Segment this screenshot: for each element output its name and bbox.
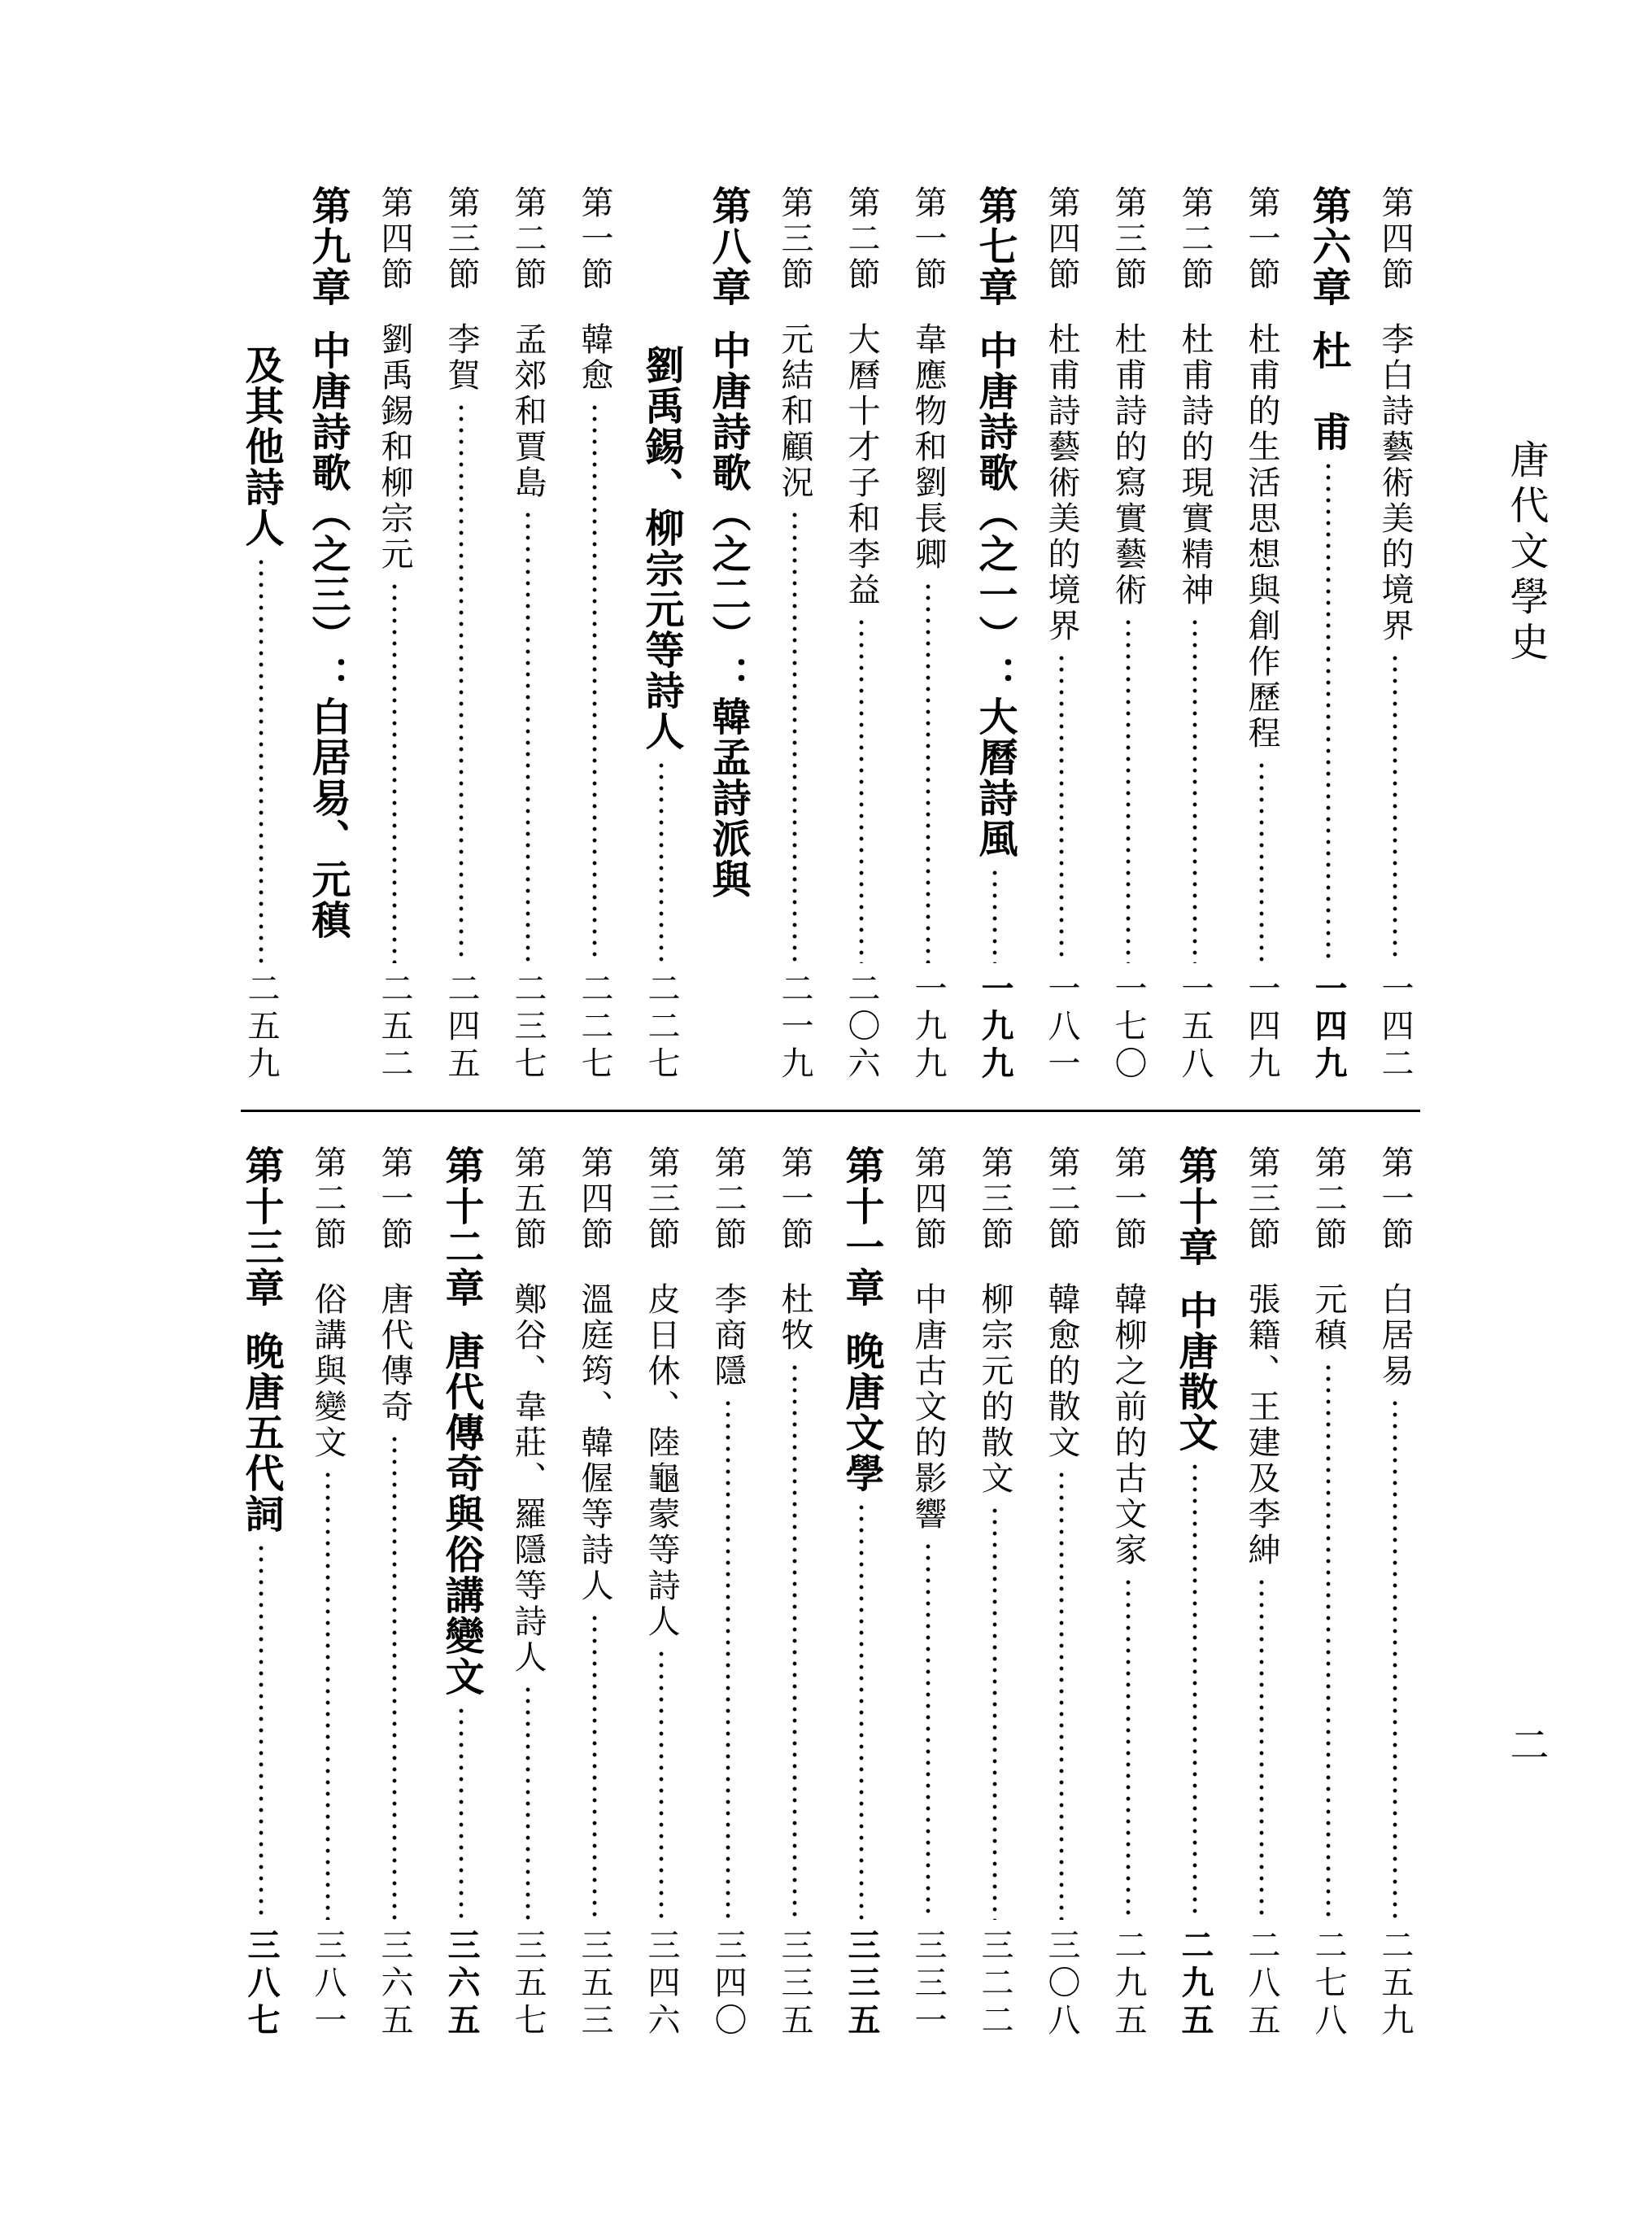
- entry-page-number: 三四六: [643, 1928, 680, 2040]
- entry-label: 第十章: [1172, 1145, 1218, 1267]
- toc-section-entry: [361, 1145, 428, 2040]
- leader-dots: [1126, 617, 1131, 963]
- toc-section-entry: [361, 185, 428, 1084]
- entry-title: 晚唐五代詞: [238, 1331, 284, 1534]
- entry-label: 第三節: [776, 185, 813, 293]
- leader-dots: [1393, 1398, 1397, 1920]
- leader-dots: [1059, 1469, 1064, 1920]
- entry-title: 柳宗元的散文: [976, 1282, 1013, 1497]
- entry-page-number: 二三七: [509, 971, 547, 1084]
- leader-dots: [1326, 1362, 1331, 1920]
- toc-section-entry: [495, 1145, 561, 2040]
- leader-dots: [926, 581, 931, 963]
- entry-page-number: 二一九: [776, 971, 813, 1084]
- leader-dots: [592, 1612, 597, 1920]
- entry-label: 第十二章: [438, 1145, 484, 1308]
- entry-label: 第二節: [1310, 1145, 1347, 1253]
- entry-page-number: 一五八: [1176, 971, 1214, 1084]
- entry-title: 中唐詩歌（之三）：白居易、元稹: [305, 330, 351, 940]
- toc-section-entry: [1028, 1145, 1095, 2040]
- entry-title: 李商隱: [709, 1282, 747, 1389]
- entry-title: 鄭谷、韋莊、羅隱等詩人: [509, 1282, 547, 1676]
- leader-dots: [392, 1433, 397, 1920]
- leader-dots: [1259, 760, 1264, 963]
- entry-label: 第三節: [442, 185, 480, 293]
- toc-section-entry: [1295, 1145, 1362, 2040]
- leader-dots: [259, 1542, 264, 1920]
- toc-section-entry: [561, 185, 628, 1084]
- entry-title: 中唐散文: [1172, 1290, 1218, 1453]
- entry-title: 韓愈的散文: [1043, 1282, 1080, 1461]
- toc-chapter-entry: [828, 1145, 895, 2040]
- entry-page-number: 三六五: [442, 1928, 481, 2040]
- entry-label: 第四節: [909, 1145, 947, 1253]
- toc-section-entry: [628, 1145, 695, 2040]
- entry-label: 第一節: [776, 1145, 813, 1253]
- leader-dots: [726, 1398, 730, 1920]
- entry-page-number: 三四〇: [709, 1928, 747, 2040]
- entry-page-number: 一八一: [1043, 971, 1080, 1084]
- entry-label: 第十三章: [238, 1145, 284, 1308]
- entry-page-number: 三三五: [776, 1928, 813, 2040]
- entry-page-number: 一九九: [909, 971, 947, 1084]
- entry-title: 李白詩藝術美的境界: [1376, 322, 1414, 644]
- toc-section-entry: [428, 185, 495, 1084]
- toc-section-entry: [1228, 185, 1295, 1084]
- entry-page-number: 二五九: [242, 971, 280, 1084]
- entry-title: 中唐詩歌（之二）：韓孟詩派與: [705, 330, 751, 900]
- toc-chapter-entry: [1295, 185, 1362, 1084]
- toc-section-entry: [1362, 185, 1428, 1084]
- entry-title: 元稹: [1310, 1282, 1347, 1354]
- entry-page-number: 三三一: [909, 1928, 947, 2040]
- entry-page-number: 二八五: [1243, 1928, 1280, 2040]
- toc-section-entry: [1228, 1145, 1295, 2040]
- entry-label: 第二節: [1176, 185, 1214, 293]
- entry-label: 第四節: [376, 185, 413, 293]
- entry-label: 第八章: [705, 185, 751, 308]
- entry-page-number: 三八一: [309, 1928, 347, 2040]
- entry-page-number: 一四二: [1376, 971, 1414, 1084]
- entry-page-number: 一四九: [1310, 971, 1348, 1084]
- toc-section-entry: [1095, 185, 1162, 1084]
- entry-page-number: 三五三: [576, 1928, 613, 2040]
- entry-label: 第三節: [1109, 185, 1147, 293]
- entry-title: 杜甫詩的現實精神: [1176, 322, 1214, 609]
- entry-label: 第三節: [976, 1145, 1013, 1253]
- entry-title: 杜 甫: [1305, 330, 1351, 452]
- toc-chapter-entry: [961, 185, 1028, 1084]
- entry-title: 孟郊和賈島: [509, 322, 547, 501]
- entry-label: 第十一章: [839, 1145, 884, 1308]
- leader-dots: [459, 402, 464, 963]
- entry-title: 中唐詩歌（之一）：大曆詩風: [972, 330, 1018, 859]
- entry-title: 劉禹錫和柳宗元: [376, 322, 413, 573]
- entry-page-number: 二二七: [576, 971, 613, 1084]
- entry-title: 溫庭筠、韓偓等詩人: [576, 1282, 613, 1604]
- entry-title: 唐代傳奇與俗講變文: [438, 1331, 484, 1697]
- toc-upper-block: [224, 185, 1428, 1084]
- entry-title: 唐代傳奇: [376, 1282, 413, 1425]
- entry-title: 皮日休、陸龜蒙等詩人: [643, 1282, 680, 1640]
- entry-title: 劉禹錫、柳宗元等詩人: [639, 345, 684, 752]
- leader-dots: [525, 1684, 530, 1920]
- toc-lower-block: [224, 1145, 1428, 2040]
- entry-label: 第一節: [1243, 185, 1280, 293]
- entry-title: 韋應物和劉長卿: [909, 322, 947, 573]
- toc-section-entry: [1095, 1145, 1162, 2040]
- leader-dots: [1259, 1577, 1264, 1920]
- entry-page-number: 一七〇: [1109, 971, 1147, 1084]
- toc-chapter-entry: [428, 1145, 495, 2040]
- entry-page-number: 二九五: [1109, 1928, 1147, 2040]
- toc-chapter-entry: [695, 185, 761, 1084]
- entry-label: 第一節: [909, 185, 947, 293]
- entry-page-number: 二九五: [1176, 1928, 1214, 2040]
- entry-page-number: 三三五: [843, 1928, 881, 2040]
- entry-label: 第一節: [1376, 1145, 1414, 1253]
- entry-page-number: 一九九: [976, 971, 1014, 1084]
- leader-dots: [259, 556, 264, 963]
- toc-section-entry: [828, 185, 895, 1084]
- entry-page-number: 二二七: [643, 971, 680, 1084]
- toc-chapter-entry: [1162, 1145, 1228, 2040]
- toc-section-entry: [761, 185, 828, 1084]
- entry-page-number: 二〇六: [843, 971, 880, 1084]
- entry-page-number: 三五七: [509, 1928, 547, 2040]
- leader-dots: [792, 1362, 797, 1920]
- toc-chapter-continuation: [628, 185, 695, 1084]
- entry-title: 元結和顧況: [776, 322, 813, 501]
- leader-dots: [859, 1502, 864, 1920]
- entry-label: 第五節: [509, 1145, 547, 1253]
- leader-dots: [1393, 652, 1397, 963]
- entry-title: 杜甫詩的寫實藝術: [1109, 322, 1147, 609]
- leader-dots: [792, 509, 797, 963]
- leader-dots: [325, 1469, 330, 1920]
- entry-page-number: 三八七: [242, 1928, 281, 2040]
- toc-section-entry: [495, 185, 561, 1084]
- entry-page-number: 三二二: [976, 1928, 1013, 2040]
- entry-label: 第二節: [1043, 1145, 1080, 1253]
- leader-dots: [992, 867, 997, 963]
- leader-dots: [926, 1541, 931, 1920]
- entry-title: 白居易: [1376, 1282, 1414, 1389]
- entry-label: 第四節: [1043, 185, 1080, 293]
- running-head-title: 唐代文學史: [1503, 439, 1549, 667]
- entry-title: 俗講與變文: [309, 1282, 347, 1461]
- entry-label: 第六章: [1305, 185, 1351, 308]
- entry-label: 第二節: [309, 1145, 347, 1253]
- entry-page-number: 二七八: [1310, 1928, 1347, 2040]
- entry-page-number: 二四五: [442, 971, 480, 1084]
- toc-chapter-entry: [228, 1145, 294, 2040]
- entry-title: 杜牧: [776, 1282, 813, 1354]
- leader-dots: [392, 581, 397, 963]
- toc-section-entry: [895, 1145, 961, 2040]
- entry-label: 第二節: [709, 1145, 747, 1253]
- entry-title: 中唐古文的影響: [909, 1282, 947, 1533]
- leader-dots: [1326, 460, 1331, 963]
- entry-label: 第九章: [305, 185, 351, 308]
- entry-title: 杜甫的生活思想與創作歷程: [1243, 322, 1280, 752]
- page-number: 二: [1503, 1725, 1549, 1764]
- toc-section-entry: [895, 185, 961, 1084]
- entry-title: 韓愈: [576, 322, 613, 394]
- leader-dots: [1192, 1461, 1197, 1920]
- toc-section-entry: [761, 1145, 828, 2040]
- leader-dots: [659, 1648, 664, 1920]
- toc-chapter-continuation: [228, 185, 294, 1084]
- leader-dots: [1126, 1577, 1131, 1920]
- entry-label: 第一節: [1109, 1145, 1147, 1253]
- leader-dots: [592, 402, 597, 963]
- entry-label: 第四節: [1376, 185, 1414, 293]
- entry-label: 第一節: [376, 1145, 413, 1253]
- entry-title: 大曆十才子和李益: [843, 322, 880, 609]
- toc-section-entry: [695, 1145, 761, 2040]
- entry-title: 晚唐文學: [839, 1331, 884, 1494]
- entry-page-number: 三〇八: [1043, 1928, 1080, 2040]
- entry-label: 第三節: [643, 1145, 680, 1253]
- entry-title: 張籍、王建及李紳: [1243, 1282, 1280, 1568]
- entry-title: 李賀: [442, 322, 480, 394]
- leader-dots: [459, 1705, 464, 1920]
- toc-chapter-entry: [294, 185, 361, 1084]
- entry-label: 第三節: [1243, 1145, 1280, 1253]
- toc-section-entry: [1362, 1145, 1428, 2040]
- leader-dots: [1059, 652, 1064, 963]
- entry-title: 及其他詩人: [238, 345, 284, 548]
- leader-dots: [992, 1505, 997, 1920]
- entry-title: 杜甫詩藝術美的境界: [1043, 322, 1080, 644]
- entry-label: 第二節: [843, 185, 880, 293]
- entry-label: 第七章: [972, 185, 1018, 308]
- block-divider: [241, 1110, 1420, 1112]
- toc-section-entry: [561, 1145, 628, 2040]
- toc-section-entry: [961, 1145, 1028, 2040]
- leader-dots: [525, 509, 530, 963]
- leader-dots: [1192, 617, 1197, 963]
- toc-section-entry: [294, 1145, 361, 2040]
- entry-label: 第四節: [576, 1145, 613, 1253]
- entry-label: 第二節: [509, 185, 547, 293]
- entry-label: 第一節: [576, 185, 613, 293]
- toc-section-entry: [1162, 185, 1228, 1084]
- entry-page-number: 二五二: [376, 971, 413, 1084]
- entry-page-number: 三六五: [376, 1928, 413, 2040]
- entry-title: 韓柳之前的古文家: [1109, 1282, 1147, 1568]
- entry-page-number: 二五九: [1376, 1928, 1414, 2040]
- toc-section-entry: [1028, 185, 1095, 1084]
- leader-dots: [659, 760, 664, 963]
- entry-page-number: 一四九: [1243, 971, 1280, 1084]
- leader-dots: [859, 617, 864, 963]
